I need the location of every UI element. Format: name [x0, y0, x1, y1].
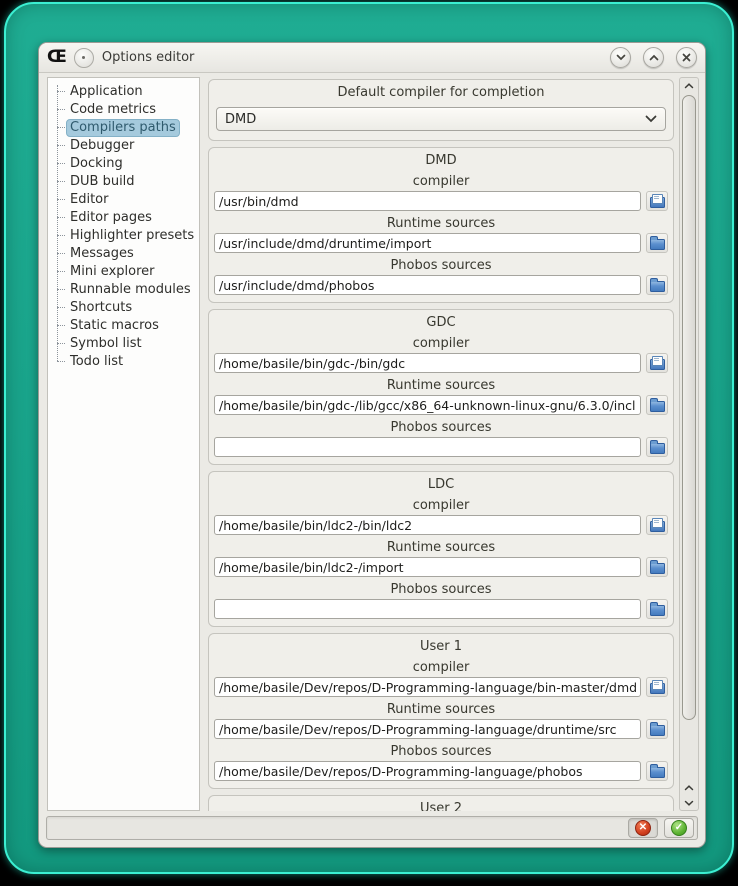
scrollbar-thumb[interactable] [682, 95, 696, 720]
sidebar-item-label: Shortcuts [70, 300, 133, 315]
path-input[interactable] [214, 191, 641, 211]
path-field-label: Runtime sources [386, 540, 496, 555]
path-field-label: Runtime sources [386, 702, 496, 717]
sidebar-item-mini-explorer[interactable] [66, 263, 197, 281]
default-compiler-box [208, 79, 674, 141]
path-input[interactable] [214, 275, 641, 295]
cancel-button[interactable] [628, 818, 658, 838]
scrollbar-track[interactable] [680, 93, 698, 780]
chevron-up-icon [649, 54, 659, 61]
minimize-button[interactable] [610, 47, 631, 68]
path-input[interactable] [214, 515, 641, 535]
browse-button[interactable] [646, 395, 668, 415]
path-field [214, 582, 668, 619]
compiler-group-title: GDC [426, 315, 456, 330]
sidebar-item-debugger[interactable] [66, 137, 197, 155]
sidebar-item-application[interactable] [66, 83, 197, 101]
browse-button[interactable] [646, 719, 668, 739]
path-field-label: Phobos sources [390, 258, 492, 273]
titlebar[interactable] [39, 43, 705, 73]
sidebar-item-label: Application [70, 84, 143, 99]
sidebar-item-label: Symbol list [70, 336, 142, 351]
selected-compiler-value: DMD [225, 111, 257, 127]
file-select-icon [650, 197, 665, 208]
sidebar-item-compilers-paths[interactable] [66, 119, 197, 137]
sidebar-item-shortcuts[interactable] [66, 299, 197, 317]
path-input[interactable] [214, 677, 641, 697]
path-input[interactable] [214, 233, 641, 253]
vertical-scrollbar[interactable] [679, 77, 699, 811]
status-strip [46, 816, 698, 840]
footer-bar [39, 813, 705, 847]
sidebar-item-label: Editor [70, 192, 109, 207]
browse-button[interactable] [646, 515, 668, 535]
accept-check-icon: ✓ [671, 820, 687, 836]
folder-select-icon [650, 725, 665, 736]
compiler-group-fields [214, 498, 668, 619]
path-field [214, 216, 668, 253]
sidebar-item-editor[interactable] [66, 191, 197, 209]
client-area [39, 73, 705, 813]
browse-button[interactable] [646, 275, 668, 295]
path-field [214, 336, 668, 373]
folder-select-icon [650, 401, 665, 412]
path-field-label: Runtime sources [386, 378, 496, 393]
folder-select-icon [650, 443, 665, 454]
browse-button[interactable] [646, 761, 668, 781]
path-field-label: compiler [412, 174, 470, 189]
path-input[interactable] [214, 437, 641, 457]
sidebar-item-label: Highlighter presets [70, 228, 195, 243]
path-field [214, 258, 668, 295]
sidebar-item-label: Docking [70, 156, 123, 171]
sidebar-item-symbol-list[interactable] [66, 335, 197, 353]
browse-button[interactable] [646, 599, 668, 619]
sidebar-item-dub-build[interactable] [66, 173, 197, 191]
category-sidebar [47, 77, 200, 811]
folder-select-icon [650, 605, 665, 616]
scroll-up-button-bottom[interactable] [680, 780, 698, 795]
chevron-down-icon [684, 800, 694, 806]
sidebar-item-label: Messages [70, 246, 134, 261]
compiler-group-fields [214, 336, 668, 457]
path-input[interactable] [214, 719, 641, 739]
path-field-label: Runtime sources [386, 216, 496, 231]
path-field [214, 744, 668, 781]
default-compiler-title: Default compiler for completion [337, 85, 545, 100]
folder-select-icon [650, 767, 665, 778]
file-select-icon [650, 521, 665, 532]
browse-button[interactable] [646, 353, 668, 373]
file-select-icon [650, 683, 665, 694]
sidebar-item-highlighter-presets[interactable] [66, 227, 197, 245]
browse-button[interactable] [646, 233, 668, 253]
path-field-label: compiler [412, 660, 470, 675]
menu-dot-icon [82, 56, 85, 59]
sidebar-item-label: Compilers paths [66, 119, 180, 137]
compiler-group-title: DMD [425, 153, 457, 168]
path-input[interactable] [214, 395, 641, 415]
chevron-up-icon [684, 83, 694, 89]
path-field-label: compiler [412, 336, 470, 351]
path-field-label: compiler [412, 498, 470, 513]
file-select-icon [650, 359, 665, 370]
accept-button[interactable] [664, 818, 694, 838]
path-field [214, 378, 668, 415]
sidebar-item-label: Editor pages [70, 210, 152, 225]
sidebar-item-label: Static macros [70, 318, 159, 333]
path-field-label: Phobos sources [390, 420, 492, 435]
compiler-groups [208, 147, 674, 811]
compiler-group-box [208, 633, 674, 789]
sidebar-item-code-metrics[interactable] [66, 101, 197, 119]
window-title: Options editor [101, 50, 195, 65]
browse-button[interactable] [646, 677, 668, 697]
window-frame [4, 2, 734, 874]
close-x-icon [682, 53, 691, 62]
sidebar-item-label: Runnable modules [70, 282, 191, 297]
path-field [214, 660, 668, 697]
path-field-label: Phobos sources [390, 582, 492, 597]
browse-button[interactable] [646, 437, 668, 457]
sidebar-item-messages[interactable] [66, 245, 197, 263]
compiler-group-box [208, 471, 674, 627]
browse-button[interactable] [646, 191, 668, 211]
scroll-up-button[interactable] [680, 78, 698, 93]
sidebar-item-static-macros[interactable] [66, 317, 197, 335]
path-input[interactable] [214, 557, 641, 577]
options-editor-window [38, 42, 706, 848]
compiler-group-fields [214, 660, 668, 781]
titlebar-menu-button[interactable] [74, 48, 94, 68]
path-field [214, 420, 668, 457]
browse-button[interactable] [646, 557, 668, 577]
path-field [214, 540, 668, 577]
path-field [214, 498, 668, 535]
sidebar-tree [52, 83, 197, 371]
close-button[interactable] [676, 47, 697, 68]
chevron-down-icon [616, 54, 626, 61]
path-field [214, 702, 668, 739]
coedit-logo-icon: Œ [47, 47, 66, 67]
compiler-group-box [208, 147, 674, 303]
sidebar-item-label: Code metrics [70, 102, 157, 117]
sidebar-item-label: Debugger [70, 138, 135, 153]
sidebar-item-editor-pages[interactable] [66, 209, 197, 227]
sidebar-item-todo-list[interactable] [66, 353, 197, 371]
settings-panel [200, 77, 676, 811]
path-input[interactable] [214, 599, 641, 619]
sidebar-item-label: Mini explorer [70, 264, 155, 279]
compiler-group-fields [214, 174, 668, 295]
maximize-button[interactable] [643, 47, 664, 68]
sidebar-item-docking[interactable] [66, 155, 197, 173]
scroll-down-button[interactable] [680, 795, 698, 810]
sidebar-item-label: Todo list [70, 354, 124, 369]
sidebar-item-runnable-modules[interactable] [66, 281, 197, 299]
folder-select-icon [650, 281, 665, 292]
cancel-x-icon: ✕ [635, 820, 651, 836]
compiler-group-title: User 1 [419, 639, 463, 654]
default-compiler-select[interactable] [216, 107, 666, 131]
path-input[interactable] [214, 761, 641, 781]
path-field-label: Phobos sources [390, 744, 492, 759]
folder-select-icon [650, 239, 665, 250]
compiler-group-box [208, 309, 674, 465]
folder-select-icon [650, 563, 665, 574]
compiler-group-box [208, 795, 674, 811]
compiler-group-title: User 2 [419, 801, 463, 811]
path-field [214, 174, 668, 211]
chevron-up-icon [684, 785, 694, 791]
path-input[interactable] [214, 353, 641, 373]
compiler-group-title: LDC [427, 477, 455, 492]
chevron-down-icon [645, 115, 657, 123]
sidebar-item-label: DUB build [70, 174, 135, 189]
